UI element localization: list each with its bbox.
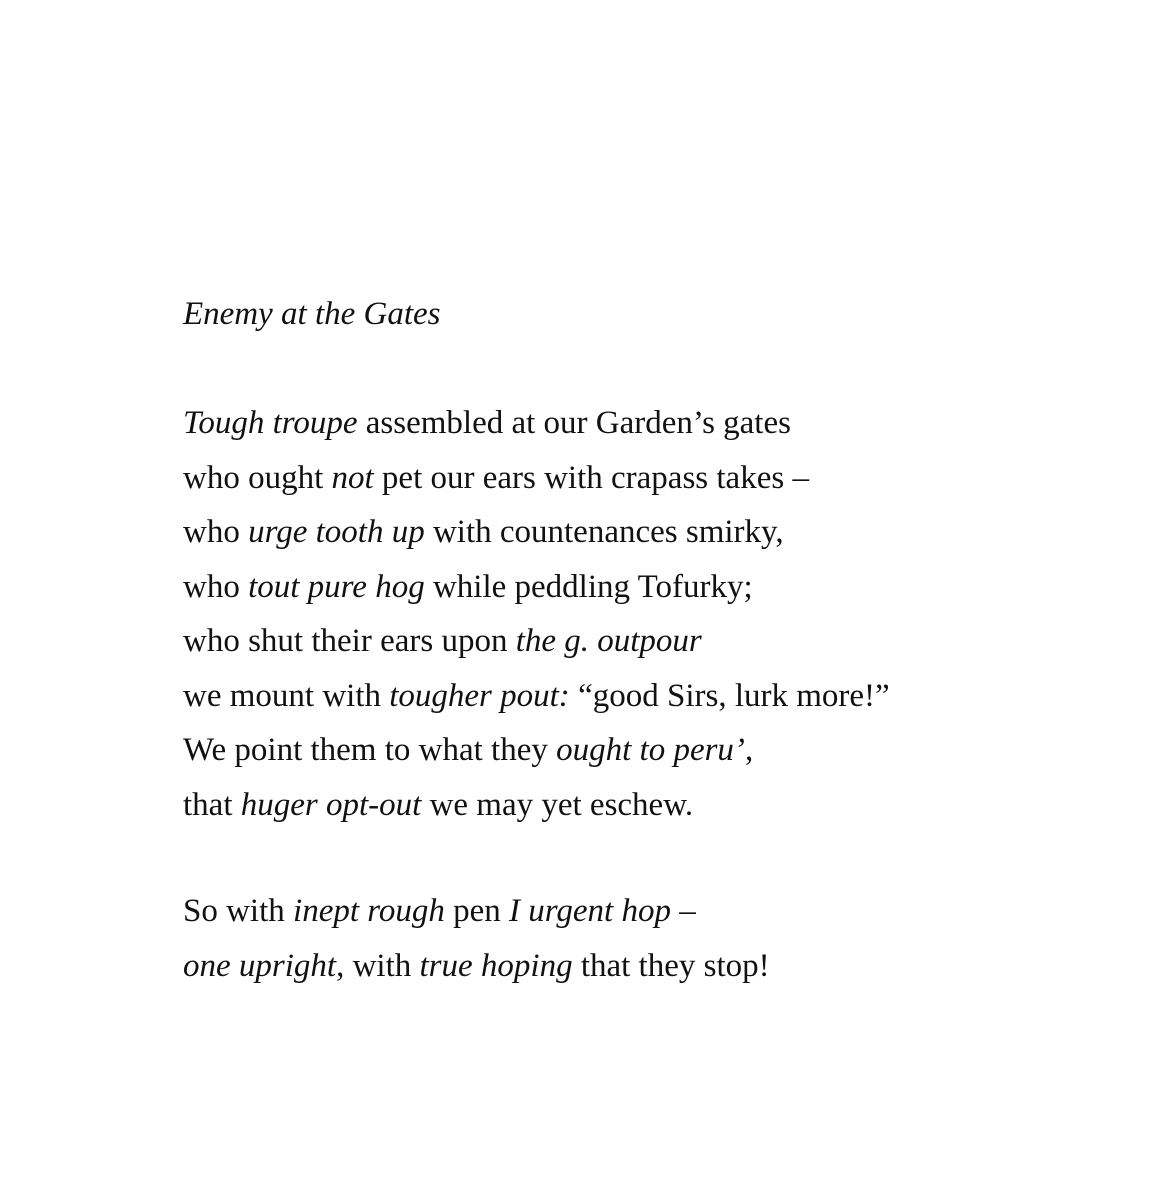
poem-line [183, 396, 1083, 451]
poem-line [183, 451, 1083, 506]
italic-phrase: tout pure hog [248, 568, 425, 605]
italic-phrase: one upright [183, 947, 337, 984]
italic-phrase: urge tooth up [248, 514, 425, 550]
italic-phrase: true hoping [419, 947, 573, 984]
text-run: So with [183, 893, 294, 929]
text-run: we mount with [183, 677, 390, 714]
italic-phrase: ought to peru’ [556, 732, 745, 768]
text-run: pet our ears with crapass takes – [373, 459, 809, 496]
stanza-2 [183, 884, 1083, 993]
italic-phrase: inept rough [293, 893, 445, 929]
poem-line [183, 560, 1083, 615]
poem-line [183, 669, 1083, 724]
italic-phrase: not [331, 459, 374, 496]
text-run: while peddling Tofurky; [424, 568, 753, 605]
text-run: who ought [183, 459, 332, 496]
text-run: We point them to what they [183, 732, 557, 768]
poem-line [183, 505, 1083, 560]
text-run: , with [336, 947, 420, 984]
poem-line [183, 939, 1083, 994]
text-run: – [670, 893, 696, 929]
text-run: “good Sirs, lurk more!” [569, 677, 890, 714]
italic-phrase: I urgent hop [509, 893, 671, 929]
italic-phrase: Tough troupe [183, 405, 358, 441]
text-run: with countenances smirky, [424, 514, 784, 550]
italic-phrase: huger opt-out [240, 786, 422, 823]
text-run: we may yet eschew. [421, 786, 694, 823]
poem-line [183, 778, 1083, 833]
italic-phrase: tougher pout: [389, 677, 570, 714]
text-run: who [183, 514, 249, 550]
poem-title: Enemy at the Gates [183, 296, 441, 332]
text-run: who [183, 568, 249, 605]
poem [183, 290, 1083, 993]
text-run: that [183, 786, 241, 823]
text-run: , [744, 732, 754, 768]
text-run: that they stop! [572, 947, 770, 984]
poem-line [183, 884, 1083, 939]
text-run: who shut their ears upon [183, 623, 516, 659]
text-run: pen [444, 893, 510, 929]
stanza-1 [183, 396, 1083, 832]
text-run: assembled at our Garden’s gates [357, 405, 791, 441]
poem-line [183, 723, 1083, 778]
italic-phrase: the g. outpour [515, 623, 702, 659]
poem-line [183, 614, 1083, 669]
